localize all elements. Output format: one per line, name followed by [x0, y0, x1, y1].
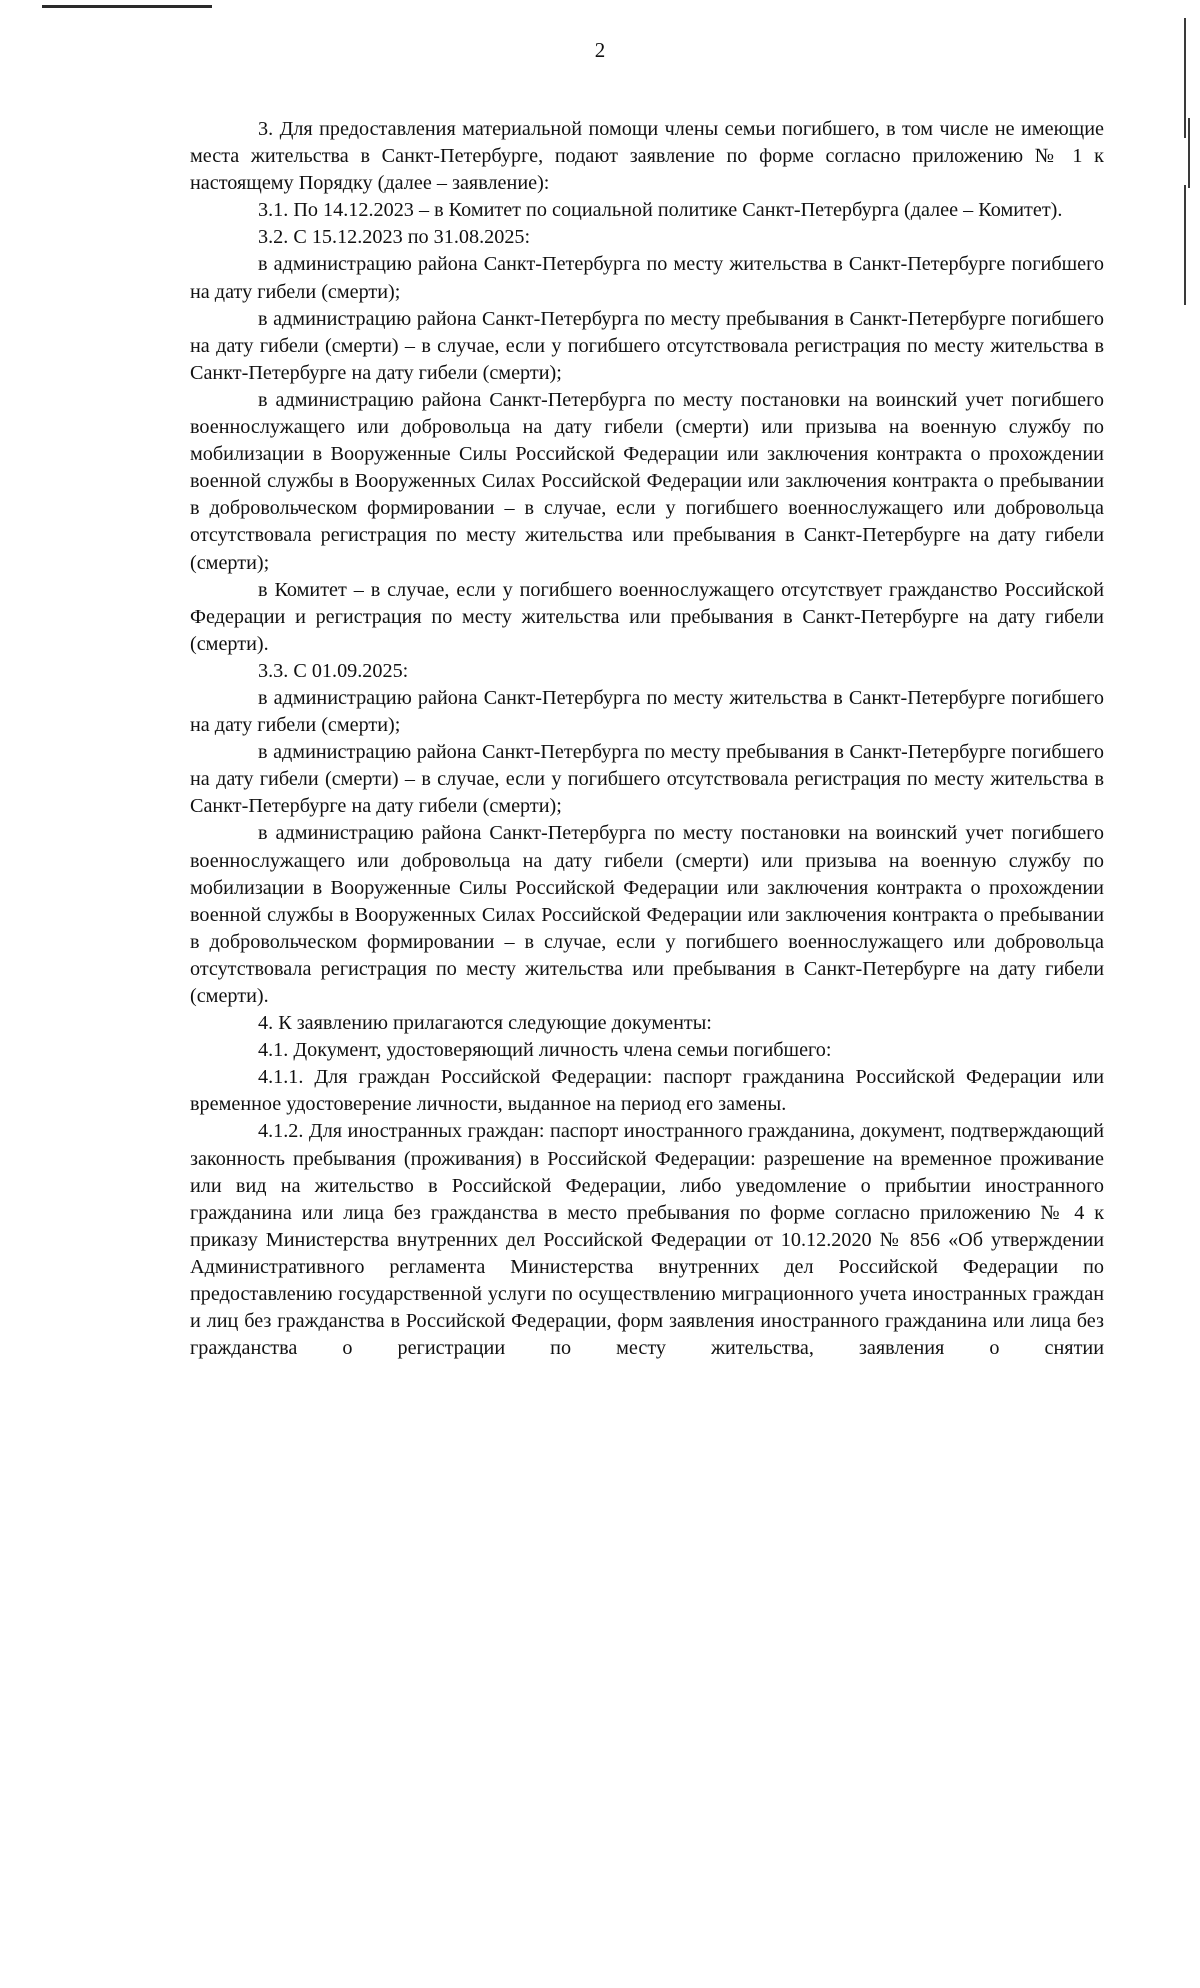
paragraph-4-1: 4.1. Документ, удостоверяющий личность члена семьи погибшего: [258, 1039, 832, 1062]
paragraph-4-1-1: 4.1.1. Для граждан Российской Федерации: паспорт гражданина Российской Федерации или временное удостоверение личности, выданное на период его замены. [190, 1066, 1104, 1116]
scan-edge-mark-right [1188, 118, 1190, 188]
scan-edge-mark-right [1184, 18, 1186, 138]
paragraph-3-2-military-registration: в администрацию района Санкт-Петербурга по месту постановки на воинский учет погибшего военнослужащего или добровольца на дату гибели (смерти) или призыва на военную службу по мобилизации в Вооруженные Силы Российской Федерации или заключения контракта о прохождении военной службы в Вооруженных Силах Российской Федерации или заключения контракта о пребывании в добровольческом формировании – в случае, если у погибшего военнослужащего или добровольца отсутствовала регистрация по месту жительства или пребывания в Санкт-Петербурге на дату гибели (смерти); [190, 388, 1104, 574]
paragraph-3-3-stay: в администрацию района Санкт-Петербурга по месту пребывания в Санкт-Петербурге погибшего на дату гибели (смерти) – в случае, если у погибшего отсутствовала регистрация по месту жительства в Санкт-Петербурге на дату гибели (смерти); [190, 741, 1104, 818]
paragraph-3-3-residence: в администрацию района Санкт-Петербурга по месту жительства в Санкт-Петербурге погибшего на дату гибели (смерти); [190, 686, 1104, 737]
page-number: 2 [594, 38, 606, 62]
document-body [190, 116, 1104, 1362]
paragraph-3-2-residence: в администрацию района Санкт-Петербурга по месту жительства в Санкт-Петербурге погибшего на дату гибели (смерти); [190, 253, 1104, 303]
paragraph-4: 4. К заявлению прилагаются следующие документы: [258, 1012, 712, 1035]
paragraph-3-3-military-registration: в администрацию района Санкт-Петербурга по месту постановки на воинский учет погибшего военнослужащего или добровольца на дату гибели (смерти) или призыва на военную службу по мобилизации в Вооруженные Силы Российской Федерации или заключения контракта о прохождении военной службы в Вооруженных Силах Российской Федерации или заключения контракта о пребывании в добровольческом формировании – в случае, если у погибшего военнослужащего или добровольца отсутствовала регистрация по месту жительства или пребывания в Санкт-Петербурге на дату гибели (смерти). [190, 822, 1104, 1007]
scan-edge-mark-right [1184, 185, 1186, 305]
paragraph-3-2-stay: в администрацию района Санкт-Петербурга по месту пребывания в Санкт-Петербурге погибшего на дату гибели (смерти) – в случае, если у погибшего отсутствовала регистрация по месту жительства в Санкт-Петербурге на дату гибели (смерти); [190, 307, 1104, 384]
paragraph-3-1: 3.1. По 14.12.2023 – в Комитет по социальной политике Санкт-Петербурга (далее – Комитет). [258, 199, 1063, 222]
paragraph-3-3: 3.3. С 01.09.2025: [258, 659, 409, 682]
paragraph-3: 3. Для предоставления материальной помощи члены семьи погибшего, в том числе не имеющие места жительства в Санкт-Петербурге, подают заявление по форме согласно приложению № 1 к настоящему Порядку (далее – заявление): [190, 118, 1104, 195]
paragraph-4-1-2: 4.1.2. Для иностранных граждан: паспорт иностранного гражданина, документ, подтверждающий законность пребывания (проживания) в Российской Федерации: разрешение на временное проживание или вид на жительство в Российской Федерации, либо уведомление о прибытии иностранного гражданина или лица без гражданства в место пребывания по форме согласно приложению № 4 к приказу Министерства внутренних дел Российской Федерации от 10.12.2020 № 856 «Об утверждении Административного регламента Министерства внутренних дел Российской Федерации по предоставлению государственной услуги по осуществлению миграционного учета иностранных граждан и лиц без гражданства в Российской Федерации, форм заявления иностранного гражданина или лица без гражданства о регистрации по месту жительства, заявления о снятии [190, 1120, 1104, 1360]
scan-edge-mark-top [42, 5, 212, 8]
paragraph-3-2-committee: в Комитет – в случае, если у погибшего военнослужащего отсутствует гражданство Российской Федерации и регистрация по месту жительства или пребывания в Санкт-Петербурге на дату гибели (смерти). [190, 578, 1104, 655]
paragraph-3-2: 3.2. С 15.12.2023 по 31.08.2025: [258, 226, 531, 249]
